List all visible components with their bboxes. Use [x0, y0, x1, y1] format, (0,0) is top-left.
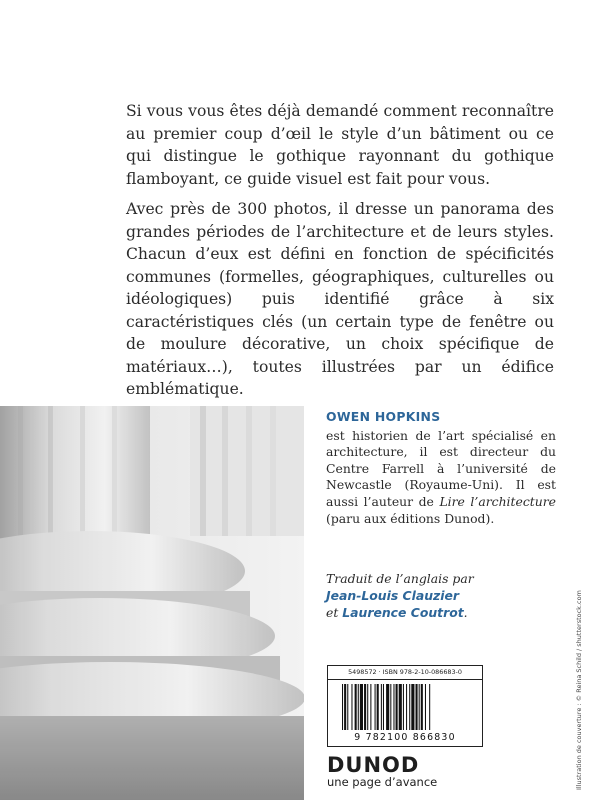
- column-base-photo: [0, 406, 304, 800]
- isbn-barcode: [327, 665, 483, 747]
- translation-label: Traduit de l’anglais par: [326, 571, 474, 586]
- author-book-title: Lire l’architecture: [439, 493, 556, 509]
- translator-connector: et: [326, 605, 339, 620]
- translation-credit: [326, 570, 566, 621]
- author-bio-end: (paru aux éditions Dunod).: [326, 510, 495, 526]
- author-bio-text: est historien de l’art spécialisé en architecture, il est directeur du Centre Farrell à l’université de Newcastle (Royaume-Uni). Il est aussi l’auteur de: [326, 427, 556, 509]
- translator-2: Laurence Coutrot: [342, 605, 464, 620]
- blurb-paragraph-1: Si vous vous êtes déjà demandé comment reconnaître au premier coup d’œil le style d’un bâtiment ou ce qui distingue le gothique rayonnant du gothique flamboyant, ce guide visuel est fait pour vous.: [126, 102, 554, 188]
- author-bio: [326, 428, 556, 528]
- barcode-number: 9 782100 866830: [354, 732, 456, 743]
- barcode-bars: [342, 684, 470, 730]
- translator-1: Jean-Louis Clauzier: [326, 588, 459, 603]
- barcode-isbn-text: 5498572 · ISBN 978-2-10-086683-0: [328, 666, 482, 680]
- publisher-logo: [327, 754, 467, 789]
- publisher-name: DUNOD: [327, 753, 420, 777]
- cover-illustration-credit: Illustration de couverture : © Reina Schild / shutterstock.com: [575, 590, 583, 790]
- credit-end: .: [463, 605, 468, 620]
- blurb-paragraph-2: Avec près de 300 photos, il dresse un panorama des grandes périodes de l’architecture et de leurs styles. Chacun d’eux est défini en fonction de spécificités communes (formelles, géographiques, culturelles ou idéologiques) puis identifié grâce à six caractéristiques clés (un certain type de fenêtre ou de moulure décorative, un choix spécifique de matériaux…), toutes illustrées par un édifice emblématique.: [126, 200, 554, 398]
- back-cover-blurb: [126, 100, 554, 409]
- author-section: [326, 409, 556, 527]
- publisher-tagline: une page d’avance: [327, 775, 438, 789]
- author-name: OWEN HOPKINS: [326, 409, 441, 424]
- translator-line-2: [326, 604, 566, 621]
